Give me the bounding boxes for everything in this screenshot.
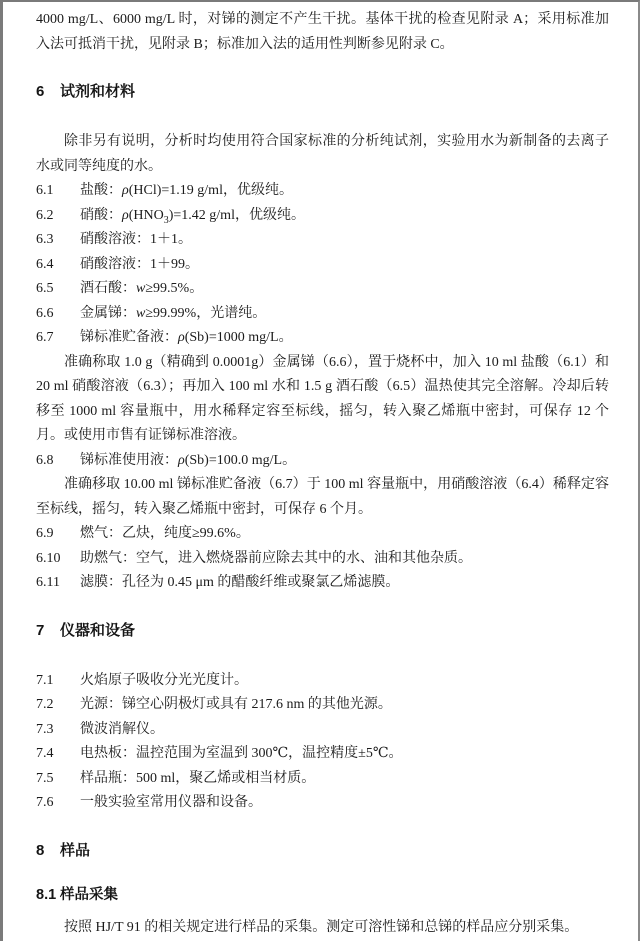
clause-item-6-2 bbox=[36, 204, 609, 229]
clause-text: 一般实验室常用仪器和设备。 bbox=[80, 795, 262, 810]
symbol-rho: ρ bbox=[178, 330, 185, 345]
clause-item-6-11 bbox=[36, 571, 609, 596]
clause-item-6-4 bbox=[36, 253, 609, 278]
clause-number: 6.1 bbox=[36, 183, 54, 198]
clause-number: 6.10 bbox=[36, 550, 61, 566]
symbol-rho: ρ bbox=[178, 452, 185, 468]
clause-text bbox=[80, 183, 293, 198]
clause-text: 微波消解仪。 bbox=[80, 721, 164, 737]
clause-text: 助燃气：空气，进入燃烧器前应除去其中的水、油和其他杂质。 bbox=[80, 550, 472, 566]
clause-text-pre: 锑标准贮备液： bbox=[80, 330, 178, 345]
paragraph-sample-collection: 按照 HJ/T 91 的相关规定进行样品的采集。测定可溶性锑和总锑的样品应分别采集。 bbox=[64, 919, 579, 935]
clause-text-pre: 盐酸： bbox=[80, 183, 122, 198]
clause-number: 7.4 bbox=[36, 746, 54, 761]
clause-item-6-3 bbox=[36, 228, 609, 253]
clause-text bbox=[80, 281, 203, 296]
paragraph-continuation: 4000 mg/L、6000 mg/L 时，对锑的测定不产生干扰。基体干扰的检查见附录 A；采用标准加入法可抵消干扰，见附录 B；标准加入法的适用性判断参见附录 C。 bbox=[36, 12, 609, 52]
clause-item-7-4 bbox=[36, 742, 609, 767]
paragraph-stock-solution-prep: 准确称取 1.0 g（精确到 0.0001g）金属锑（6.6），置于烧杯中，加入 10 ml 盐酸（6.1）和 20 ml 硝酸溶液（6.3）；再加入 100 ml 水和 1.5 g 酒石酸（6.5）温热使其完全溶解。冷却后转移至 1000 ml 容量瓶中，用水稀释定容至标线，摇匀，转入聚乙烯瓶中密封，可保存 12 个月。或使用市售有证锑标准溶液。 bbox=[36, 354, 609, 443]
clause-text bbox=[80, 306, 266, 321]
clause-number: 6.2 bbox=[36, 207, 54, 223]
clause-item-7-2 bbox=[36, 693, 609, 718]
section-title: 试剂和材料 bbox=[60, 83, 136, 100]
clause-number: 7.5 bbox=[36, 770, 54, 786]
subsection-title: 样品采集 bbox=[60, 886, 118, 903]
clause-item-6-10 bbox=[36, 547, 609, 572]
clause-item-7-1 bbox=[36, 669, 609, 694]
clause-text-rest: (Sb)=100.0 mg/L。 bbox=[184, 452, 297, 468]
symbol-rho: ρ bbox=[122, 183, 129, 198]
clause-number: 6.8 bbox=[36, 452, 54, 468]
clause-text-mid: (HNO bbox=[128, 207, 164, 223]
subscript: 3 bbox=[163, 214, 169, 226]
clause-text-pre: 硝酸： bbox=[80, 207, 122, 223]
clause-text-rest: (HCl)=1.19 g/ml，优级纯。 bbox=[128, 183, 293, 198]
clause-item-7-5 bbox=[36, 767, 609, 792]
clause-text bbox=[80, 330, 293, 345]
clause-item-7-6 bbox=[36, 791, 609, 816]
symbol-w: w bbox=[136, 281, 146, 296]
clause-item-6-5 bbox=[36, 277, 609, 302]
clause-text-pre: 酒石酸： bbox=[80, 281, 136, 296]
clause-text-rest: ≥99.99%，光谱纯。 bbox=[145, 305, 267, 321]
clause-item-6-7 bbox=[36, 326, 609, 351]
clause-number: 6.7 bbox=[36, 330, 54, 345]
clause-text: 光源：锑空心阴极灯或具有 217.6 nm 的其他光源。 bbox=[80, 697, 392, 712]
clause-number: 7.2 bbox=[36, 697, 54, 712]
clause-number: 7.3 bbox=[36, 721, 54, 737]
clause-text-pre: 金属锑： bbox=[80, 305, 136, 321]
clause-item-6-1 bbox=[36, 179, 609, 204]
clause-text: 电热板：温控范围为室温到 300℃，温控精度±5℃。 bbox=[80, 746, 403, 761]
paragraph-working-solution-prep: 准确移取 10.00 ml 锑标准贮备液（6.7）于 100 ml 容量瓶中，用硝酸溶液（6.4）稀释定容至标线，摇匀，转入聚乙烯瓶中密封，可保存 6 个月。 bbox=[36, 477, 609, 517]
clause-text-rest: )=1.42 g/ml，优级纯。 bbox=[168, 207, 305, 223]
clause-text: 火焰原子吸收分光光度计。 bbox=[80, 672, 248, 688]
clause-text-rest: (Sb)=1000 mg/L。 bbox=[184, 330, 293, 345]
section-number: 8 bbox=[36, 841, 45, 859]
clause-number: 6.6 bbox=[36, 305, 54, 321]
clause-text: 样品瓶：500 ml，聚乙烯或相当材质。 bbox=[80, 770, 316, 786]
section-heading-6 bbox=[36, 79, 609, 104]
subsection-heading-8-1 bbox=[36, 883, 609, 908]
clause-number: 6.3 bbox=[36, 232, 54, 247]
section-heading-8 bbox=[36, 838, 609, 863]
clause-item-6-8 bbox=[36, 449, 609, 474]
clause-text-pre: 锑标准使用液： bbox=[80, 452, 178, 468]
symbol-w: w bbox=[136, 305, 146, 321]
clause-item-7-3 bbox=[36, 718, 609, 743]
section-title: 仪器和设备 bbox=[60, 621, 136, 639]
clause-number: 6.4 bbox=[36, 256, 54, 272]
clause-number: 7.6 bbox=[36, 795, 54, 810]
clause-number: 7.1 bbox=[36, 672, 54, 688]
clause-item-6-9 bbox=[36, 522, 609, 547]
symbol-rho: ρ bbox=[122, 207, 129, 223]
clause-item-6-6 bbox=[36, 302, 609, 327]
clause-number: 6.5 bbox=[36, 281, 54, 296]
clause-text: 硝酸溶液：1＋1。 bbox=[80, 232, 192, 247]
section-number: 7 bbox=[36, 621, 45, 639]
clause-text: 硝酸溶液：1＋99。 bbox=[80, 256, 199, 272]
clause-number: 6.11 bbox=[36, 575, 60, 590]
section-heading-7 bbox=[36, 618, 609, 643]
clause-text: 滤膜：孔径为 0.45 μm 的醋酸纤维或聚氯乙烯滤膜。 bbox=[80, 575, 400, 590]
clause-number: 6.9 bbox=[36, 526, 54, 541]
paragraph-reagents-intro: 除非另有说明，分析时均使用符合国家标准的分析纯试剂，实验用水为新制备的去离子水或同等纯度的水。 bbox=[36, 134, 609, 174]
subsection-number: 8.1 bbox=[36, 886, 57, 903]
section-number: 6 bbox=[36, 83, 45, 100]
clause-text: 燃气：乙炔，纯度≥99.6%。 bbox=[80, 526, 250, 541]
clause-text-rest: ≥99.5%。 bbox=[145, 281, 204, 296]
clause-text bbox=[80, 453, 296, 468]
section-title: 样品 bbox=[60, 841, 91, 859]
clause-text bbox=[80, 207, 305, 226]
